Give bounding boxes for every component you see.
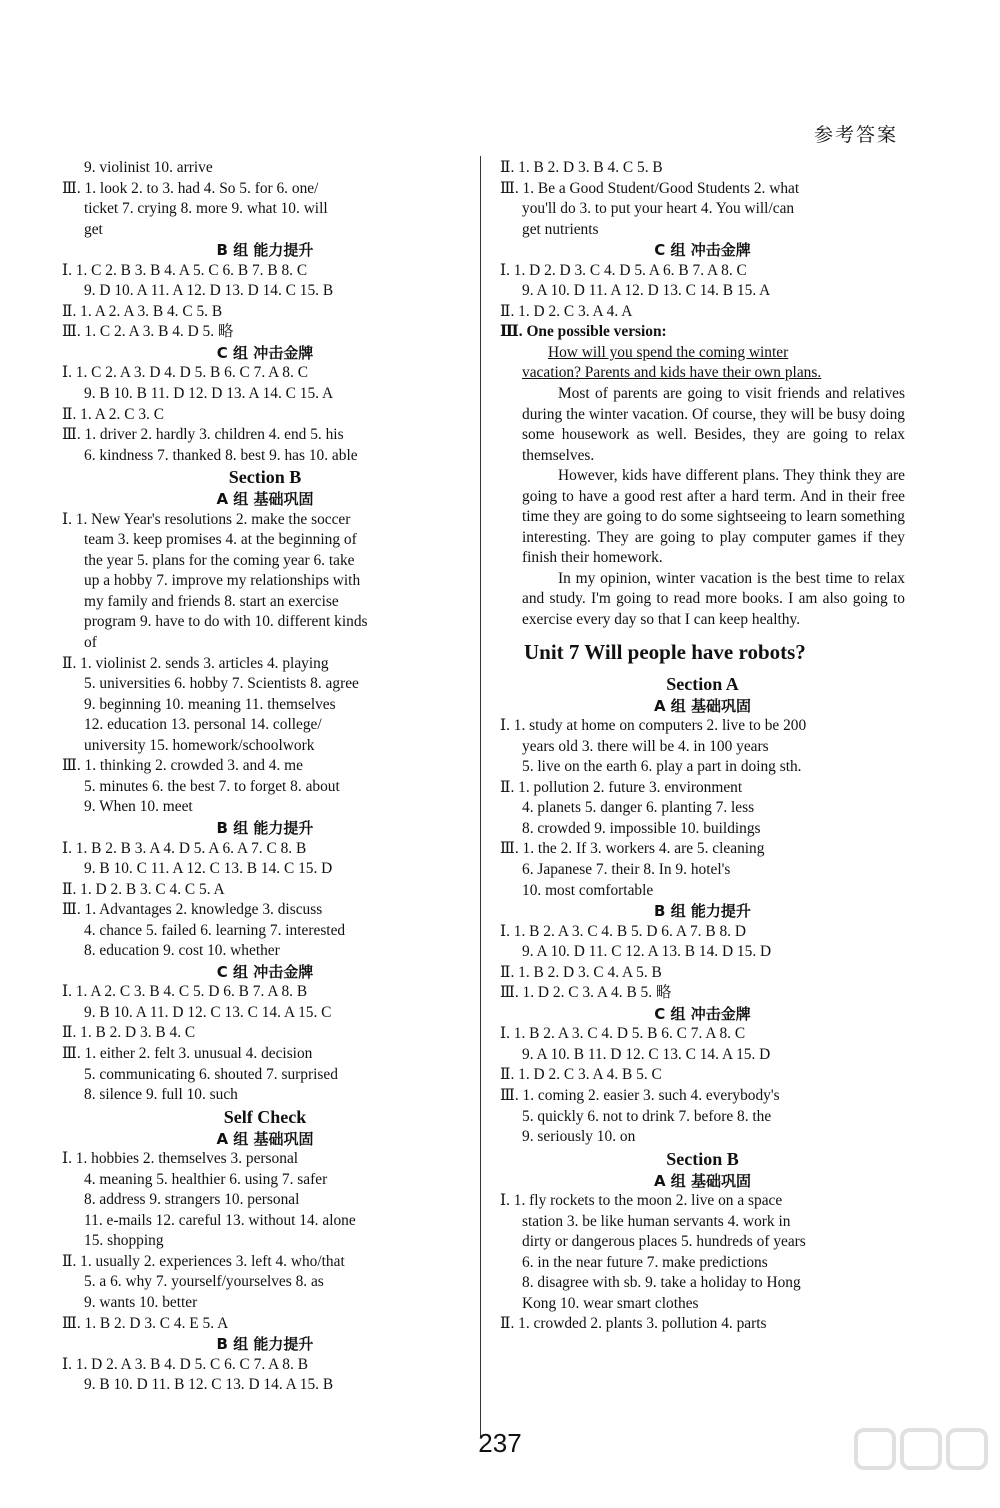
answer-line: Ⅰ. 1. B 2. B 3. A 4. D 5. A 6. A 7. C 8. B bbox=[62, 839, 307, 857]
answer-line: Ⅲ. 1. D 2. C 3. A 4. B 5. 略 bbox=[500, 984, 672, 1002]
group-heading: B 组 能力提升 bbox=[216, 1335, 314, 1354]
page-number: 237 bbox=[478, 1428, 522, 1458]
answer-line: 9. B 10. D 11. B 12. C 13. D 14. A 15. B bbox=[84, 1376, 334, 1394]
answer-line: Ⅰ. 1. fly rockets to the moon 2. live on a space bbox=[500, 1192, 783, 1210]
answer-line: 12. education 13. personal 14. college/ bbox=[84, 716, 322, 734]
answer-line: 11. e-mails 12. careful 13. without 14. alone bbox=[84, 1211, 356, 1229]
answer-line: 5. minutes 6. the best 7. to forget 8. about bbox=[84, 777, 340, 795]
answer-line: 9. wants 10. better bbox=[84, 1293, 198, 1311]
answer-line: university 15. homework/schoolwork bbox=[84, 736, 315, 754]
answer-line: 9. beginning 10. meaning 11. themselves bbox=[84, 695, 336, 713]
group-heading: A 组 基础巩固 bbox=[216, 1129, 314, 1148]
answer-line: Ⅰ. 1. study at home on computers 2. live to be 200 bbox=[500, 717, 807, 735]
answer-line: Ⅱ. 1. B 2. D 3. B 4. C 5. B bbox=[500, 159, 663, 176]
group-heading: A 组 基础巩固 bbox=[653, 1171, 752, 1190]
answer-line: Ⅱ. 1. violinist 2. sends 3. articles 4. playing bbox=[62, 654, 329, 672]
right-top-answers bbox=[500, 158, 905, 343]
column-divider bbox=[480, 156, 481, 1438]
answer-line: Ⅰ. 1. hobbies 2. themselves 3. personal bbox=[62, 1150, 299, 1168]
answer-line: Ⅲ. 1. B 2. D 3. C 4. E 5. A bbox=[62, 1314, 229, 1332]
right-column bbox=[500, 158, 905, 1335]
answer-line: Ⅱ. 1. pollution 2. future 3. environment bbox=[500, 778, 743, 796]
unit7-answers bbox=[500, 673, 905, 1335]
answer-line: 9. B 10. B 11. D 12. D 13. A 14. C 15. A bbox=[84, 385, 334, 403]
answer-line: 9. seriously 10. on bbox=[522, 1128, 636, 1146]
answer-line: Kong 10. wear smart clothes bbox=[522, 1294, 699, 1312]
answer-line: 6. kindness 7. thanked 8. best 9. has 10. able bbox=[84, 446, 358, 464]
group-heading: B 组 能力提升 bbox=[216, 818, 314, 837]
unit-title: Unit 7 Will people have robots? bbox=[524, 639, 806, 664]
answer-line: Ⅱ. 1. B 2. D 3. C 4. A 5. B bbox=[500, 963, 662, 981]
answer-line: Ⅲ. 1. driver 2. hardly 3. children 4. end 5. his bbox=[62, 426, 344, 444]
answer-line: Ⅱ. 1. D 2. B 3. C 4. C 5. A bbox=[62, 880, 225, 898]
answer-line: Ⅰ. 1. C 2. B 3. B 4. A 5. C 6. B 7. B 8. C bbox=[62, 261, 308, 279]
section-heading: Section A bbox=[666, 673, 739, 694]
answer-line: Ⅲ. 1. C 2. A 3. B 4. D 5. 略 bbox=[62, 323, 234, 341]
answer-line: Ⅰ. 1. New Year's resolutions 2. make the soccer bbox=[62, 510, 351, 528]
answer-line: 8. education 9. cost 10. whether bbox=[84, 942, 280, 960]
group-heading: A 组 基础巩固 bbox=[216, 490, 314, 509]
answer-line: 5. quickly 6. not to drink 7. before 8. the bbox=[522, 1107, 772, 1125]
answer-line: Ⅰ. 1. B 2. A 3. C 4. B 5. D 6. A 7. B 8. D bbox=[500, 922, 746, 940]
watermark-logo-icon bbox=[852, 1422, 992, 1502]
answer-line: Ⅰ. 1. C 2. A 3. D 4. D 5. B 6. C 7. A 8. C bbox=[62, 364, 308, 382]
answer-line: Ⅱ. 1. usually 2. experiences 3. left 4. who/that bbox=[62, 1252, 345, 1270]
answer-line: 9. D 10. A 11. A 12. D 13. D 14. C 15. B bbox=[84, 282, 334, 300]
essay-paragraph-3: In my opinion, winter vacation is the best time to relax and study. I'm going to read more books. I am also going to exercise every day so that I can keep healthy. bbox=[522, 569, 905, 629]
answer-line: Ⅱ. 1. B 2. D 3. B 4. C bbox=[62, 1024, 196, 1042]
answer-line: 4. chance 5. failed 6. learning 7. interested bbox=[84, 921, 346, 939]
answer-line: 4. meaning 5. healthier 6. using 7. safer bbox=[84, 1170, 328, 1188]
answer-line: Ⅱ. 1. crowded 2. plants 3. pollution 4. parts bbox=[500, 1315, 767, 1333]
answer-line: 8. silence 9. full 10. such bbox=[84, 1086, 238, 1104]
answer-line: Ⅰ. 1. A 2. C 3. B 4. C 5. D 6. B 7. A 8. B bbox=[62, 983, 308, 1001]
answer-line: 9. violinist 10. arrive bbox=[84, 159, 213, 176]
answer-line: Ⅲ. 1. coming 2. easier 3. such 4. everybody's bbox=[500, 1086, 780, 1104]
answer-line: years old 3. there will be 4. in 100 years bbox=[522, 737, 769, 755]
answer-line: Ⅰ. 1. B 2. A 3. C 4. D 5. B 6. C 7. A 8. C bbox=[500, 1025, 746, 1043]
section-heading: Section B bbox=[228, 467, 302, 488]
page-header: 参考答案 bbox=[813, 124, 898, 146]
answer-line: 9. A 10. D 11. C 12. A 13. B 14. D 15. D bbox=[522, 943, 772, 961]
group-heading: C 组 冲击金牌 bbox=[216, 343, 314, 362]
answer-line: 5. a 6. why 7. yourself/yourselves 8. as bbox=[84, 1273, 324, 1291]
answer-line: get bbox=[84, 220, 103, 238]
answer-line: 9. B 10. A 11. D 12. C 13. C 14. A 15. C bbox=[84, 1003, 332, 1021]
answer-line: Ⅱ. 1. D 2. C 3. A 4. B 5. C bbox=[500, 1066, 662, 1084]
answer-line: Ⅱ. 1. A 2. A 3. B 4. C 5. B bbox=[62, 302, 223, 320]
essay bbox=[500, 343, 905, 631]
answer-line: 5. communicating 6. shouted 7. surprised bbox=[84, 1065, 338, 1083]
answer-line: 9. A 10. D 11. A 12. D 13. C 14. B 15. A bbox=[522, 282, 771, 300]
answer-line: Ⅲ. One possible version: bbox=[500, 323, 667, 341]
answer-line: ticket 7. crying 8. more 9. what 10. will bbox=[84, 200, 328, 218]
essay-paragraph-1: Most of parents are going to visit friends and relatives during the winter vacation. Of course, they will be busy doing some housework as well. Besides, they are going to relax themselves. bbox=[522, 385, 905, 464]
answer-line: Ⅲ. 1. Advantages 2. knowledge 3. discuss bbox=[62, 901, 323, 919]
answer-line: 9. B 10. C 11. A 12. C 13. B 14. C 15. D bbox=[84, 860, 333, 878]
answer-line: team 3. keep promises 4. at the beginning of bbox=[84, 531, 357, 549]
essay-title-line1: How will you spend the coming winter bbox=[548, 343, 789, 361]
answer-line: 8. disagree with sb. 9. take a holiday to Hong bbox=[522, 1274, 801, 1292]
section-heading: Self Check bbox=[223, 1106, 307, 1127]
answer-line: Ⅱ. 1. A 2. C 3. C bbox=[62, 405, 164, 423]
answer-line: 5. live on the earth 6. play a part in doing sth. bbox=[522, 758, 802, 776]
answer-line: program 9. have to do with 10. different kinds bbox=[84, 613, 368, 631]
answer-line: Ⅲ. 1. look 2. to 3. had 4. So 5. for 6. one/ bbox=[62, 179, 319, 197]
essay-body bbox=[500, 384, 905, 631]
answer-line: 6. in the near future 7. make predictions bbox=[522, 1253, 768, 1271]
answer-line: 5. universities 6. hobby 7. Scientists 8. agree bbox=[84, 675, 359, 693]
answer-line: 8. address 9. strangers 10. personal bbox=[84, 1191, 300, 1209]
group-heading: A 组 基础巩固 bbox=[653, 696, 752, 715]
answer-line: 8. crowded 9. impossible 10. buildings bbox=[522, 819, 761, 837]
answer-line: 9. A 10. B 11. D 12. C 13. C 14. A 15. D bbox=[522, 1045, 771, 1063]
answer-line: Ⅰ. 1. D 2. D 3. C 4. D 5. A 6. B 7. A 8. C bbox=[500, 261, 747, 279]
answer-line: dirty or dangerous places 5. hundreds of years bbox=[522, 1233, 806, 1251]
essay-paragraph-2: However, kids have different plans. They think they are going to have a good rest after a hard term. And in their free time they are going to do some sightseeing to learn something interesting. They are going to play computer games if they finish their homework. bbox=[522, 467, 905, 567]
answer-line: Ⅲ. 1. Be a Good Student/Good Students 2. what bbox=[500, 179, 800, 197]
answer-line: station 3. be like human servants 4. work in bbox=[522, 1212, 791, 1230]
answer-line: Ⅲ. 1. thinking 2. crowded 3. and 4. me bbox=[62, 757, 303, 775]
answer-line: Ⅲ. 1. the 2. If 3. workers 4. are 5. cleaning bbox=[500, 840, 765, 858]
group-heading: C 组 冲击金牌 bbox=[654, 1004, 751, 1023]
answer-line: the year 5. plans for the coming year 6. take bbox=[84, 551, 355, 569]
answer-line: 15. shopping bbox=[84, 1232, 164, 1250]
answer-line: Ⅲ. 1. either 2. felt 3. unusual 4. decision bbox=[62, 1044, 313, 1062]
answer-line: 9. When 10. meet bbox=[84, 798, 193, 816]
group-heading: B 组 能力提升 bbox=[216, 241, 314, 260]
section-heading: Section B bbox=[666, 1148, 739, 1169]
answer-line: up a hobby 7. improve my relationships with bbox=[84, 572, 361, 590]
group-heading: C 组 冲击金牌 bbox=[654, 241, 751, 260]
answer-line: of bbox=[84, 634, 97, 652]
answer-line: 10. most comfortable bbox=[522, 881, 654, 899]
group-heading: B 组 能力提升 bbox=[654, 902, 751, 921]
answer-line: you'll do 3. to put your heart 4. You will/can bbox=[522, 200, 795, 218]
answer-line: my family and friends 8. start an exercise bbox=[84, 592, 339, 610]
group-heading: C 组 冲击金牌 bbox=[216, 962, 314, 981]
answer-line: get nutrients bbox=[522, 220, 599, 238]
answer-line: 4. planets 5. danger 6. planting 7. less bbox=[522, 799, 755, 817]
answer-line: 6. Japanese 7. their 8. In 9. hotel's bbox=[522, 860, 731, 878]
answer-line: Ⅰ. 1. D 2. A 3. B 4. D 5. C 6. C 7. A 8. B bbox=[62, 1355, 308, 1373]
answer-line: Ⅱ. 1. D 2. C 3. A 4. A bbox=[500, 302, 633, 320]
essay-title-line2: vacation? Parents and kids have their own plans. bbox=[522, 364, 822, 382]
left-column bbox=[62, 158, 468, 1396]
